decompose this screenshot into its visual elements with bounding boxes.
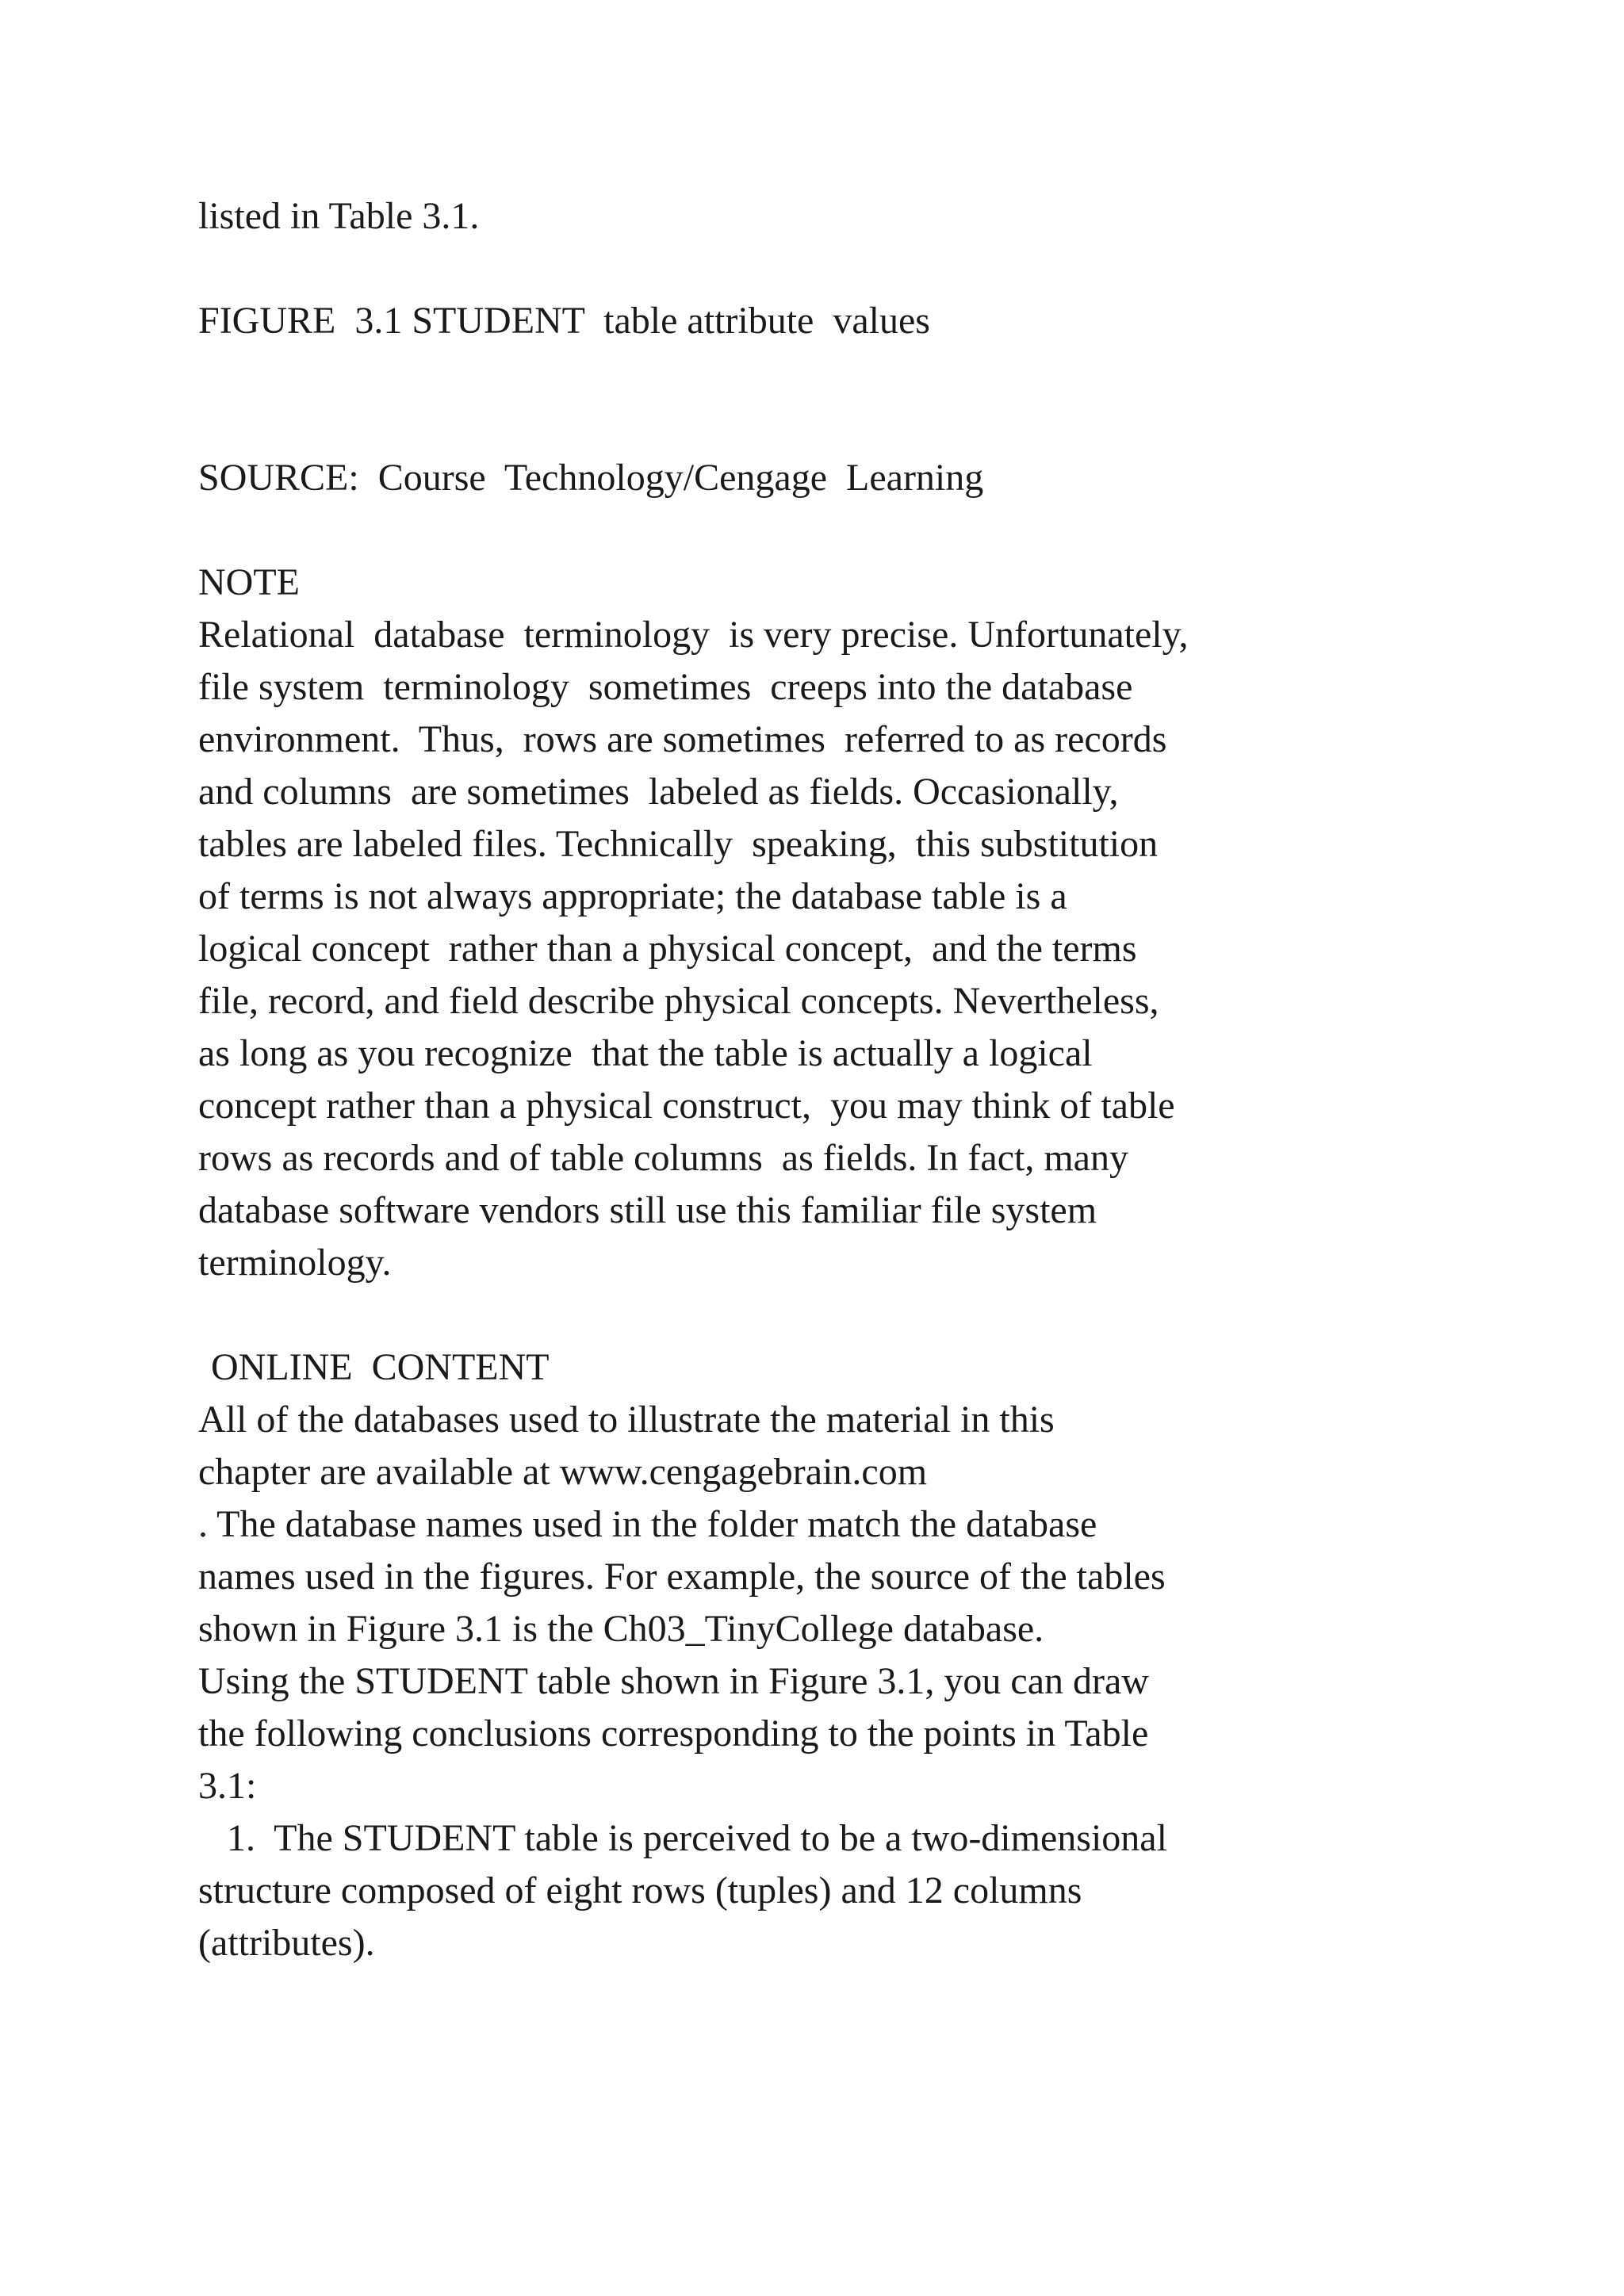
note-line: rows as records and of table columns as fields. In fact, many [198,1137,1128,1179]
online-content-line: names used in the figures. For example, the source of the tables [198,1556,1166,1598]
note-line: logical concept rather than a physical concept, and the terms [198,928,1137,970]
note-line: of terms is not always appropriate; the database table is a [198,875,1067,917]
online-content-line: shown in Figure 3.1 is the Ch03_TinyCollege database. [198,1608,1044,1650]
source-line: SOURCE: Course Technology/Cengage Learning [198,457,984,499]
online-content-heading: ONLINE CONTENT [211,1346,550,1388]
spacer [198,243,1483,295]
note-line: terminology. [198,1242,392,1284]
note-line: database software vendors still use this familiar file system [198,1189,1097,1231]
note-line: file system terminology sometimes creeps into the database [198,666,1133,708]
body-text-block [198,1655,1483,1969]
online-content-block [198,1341,1483,1655]
body-line: (attributes). [198,1922,375,1964]
spacer [198,1289,1483,1341]
note-line: Relational database terminology is very precise. Unfortunately, [198,614,1189,656]
continuation-text: listed in Table 3.1. [198,195,480,237]
body-line: Using the STUDENT table shown in Figure 3.1, you can draw [198,1660,1149,1702]
online-content-line: All of the databases used to illustrate the material in this [198,1399,1055,1441]
figure-caption: FIGURE 3.1 STUDENT table attribute values [198,300,930,342]
note-line: file, record, and field describe physical concepts. Nevertheless, [198,980,1159,1022]
spacer [198,504,1483,557]
figure-placeholder [198,347,1483,452]
note-block [198,557,1483,1289]
note-line: tables are labeled files. Technically speaking, this substitution [198,823,1159,865]
body-line: the following conclusions corresponding to the points in Table [198,1712,1149,1755]
note-line: environment. Thus, rows are sometimes referred to as records [198,718,1167,760]
note-line: and columns are sometimes labeled as fields. Occasionally, [198,771,1119,813]
body-line: structure composed of eight rows (tuples) and 12 columns [198,1869,1082,1911]
online-content-line: . The database names used in the folder match the database [198,1503,1097,1545]
list-item-1: 1. The STUDENT table is perceived to be a two-dimensional [198,1817,1167,1859]
body-line: 3.1: [198,1765,257,1807]
online-content-line: chapter are available at www.cengagebrain.com [198,1451,928,1493]
document-page [198,190,1483,1969]
note-line: as long as you recognize that the table is actually a logical [198,1032,1093,1074]
note-heading: NOTE [198,561,300,603]
note-line: concept rather than a physical construct, you may think of table [198,1085,1175,1127]
